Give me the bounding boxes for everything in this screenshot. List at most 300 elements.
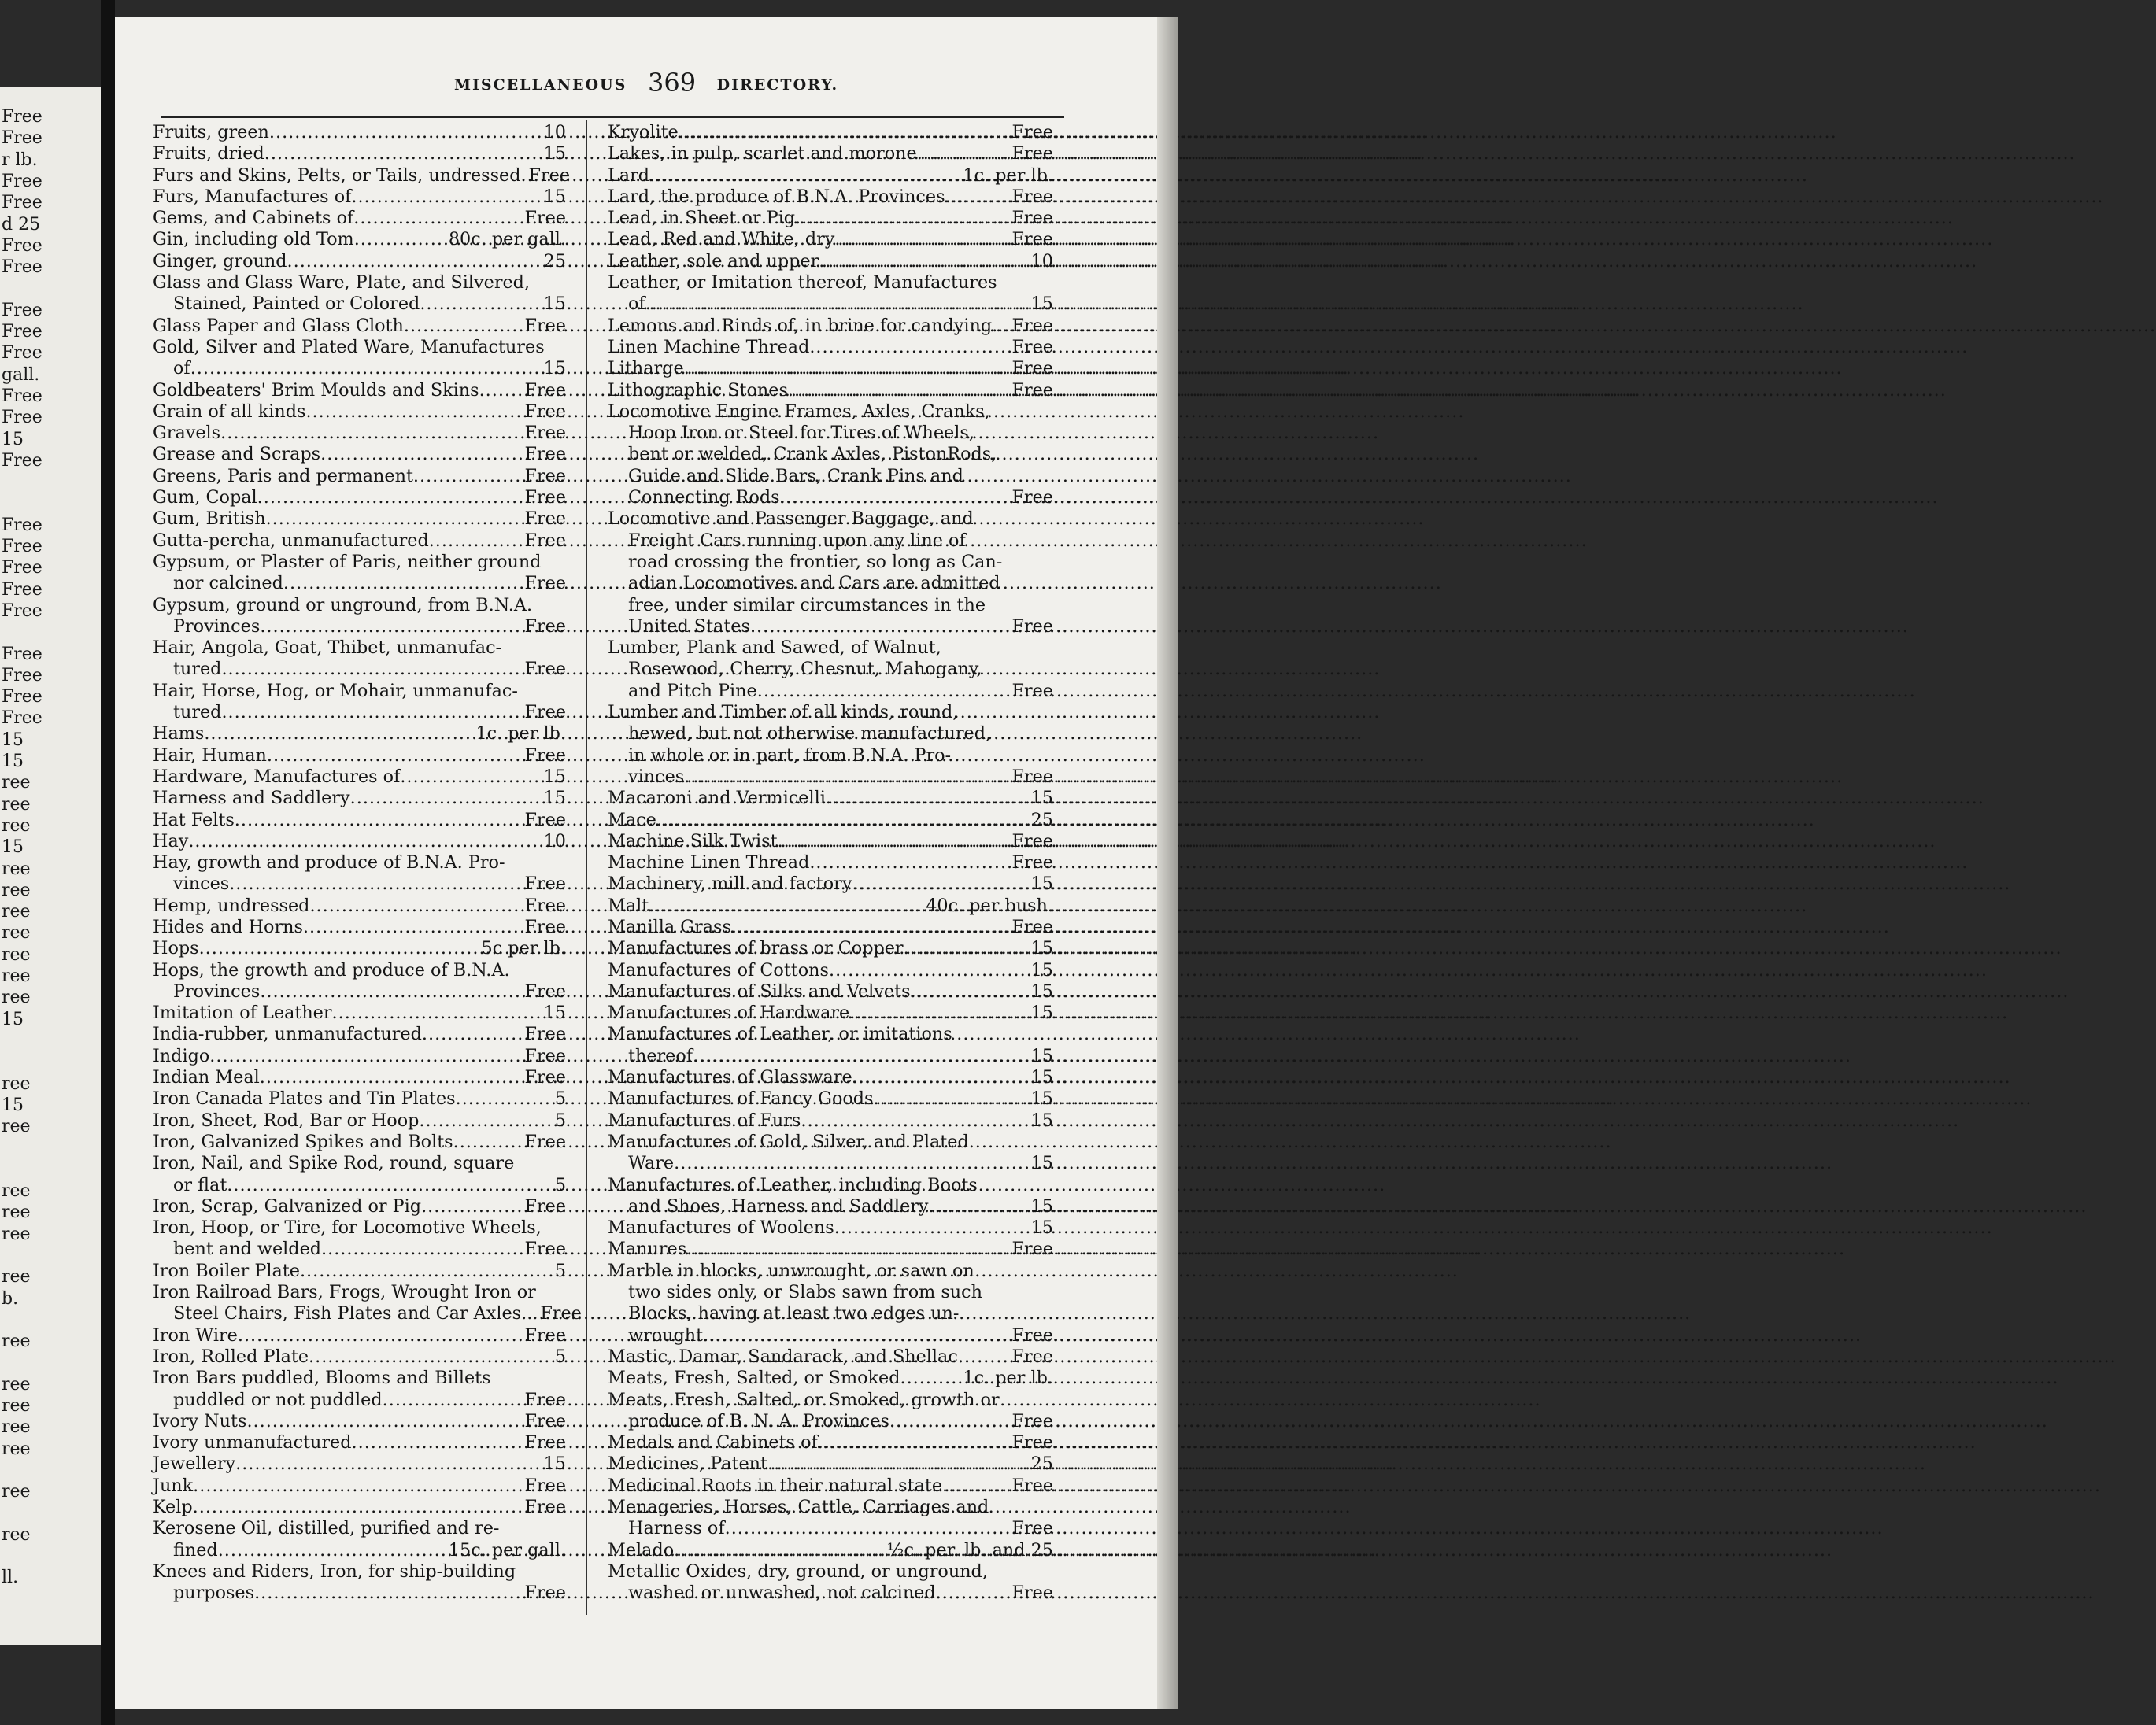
facing-page-word: Free — [2, 193, 43, 213]
entry-name-line: Melado — [608, 1539, 675, 1561]
facing-page-word: Free — [2, 665, 43, 685]
entry-name-line: Manufactures of Glassware — [608, 1067, 852, 1088]
entry-name-line: Iron, Nail, and Spike Rod, round, square — [153, 1153, 515, 1174]
duty-rate: 15 — [1030, 938, 1053, 959]
entry-name-line: Lard, the produce of B.N.A. Provinces — [608, 186, 945, 207]
entry-name-line: Iron Boiler Plate — [153, 1260, 300, 1281]
tariff-entry — [153, 1518, 566, 1561]
tariff-entry — [153, 552, 566, 595]
tariff-entry — [608, 208, 1053, 229]
entry-name-line: Kerosene Oil, distilled, purified and re- — [153, 1518, 500, 1539]
duty-rate: Free — [524, 208, 566, 229]
duty-rate: Free — [524, 895, 566, 916]
duty-rate: 10 — [543, 830, 566, 851]
leader-dots — [269, 122, 542, 143]
tariff-entry — [608, 229, 1053, 250]
entry-name-line: Manilla Grass — [608, 916, 731, 937]
entry-name-line: Connecting Rods — [628, 487, 780, 508]
entry-name-line: Grain of all kinds — [153, 401, 306, 422]
tariff-entry — [608, 1454, 1053, 1475]
facing-page-word: Free — [2, 450, 43, 471]
entry-name-line: Manufactures of Silks and Velvets — [608, 981, 911, 1002]
duty-rate: 5 — [554, 1110, 566, 1131]
tariff-entry — [608, 852, 1053, 874]
facing-page-word: Free — [2, 343, 43, 364]
entry-name-line: Provinces — [173, 615, 261, 637]
duty-rate: 1c. per lb. — [475, 723, 566, 744]
duty-rate: Free — [524, 444, 566, 465]
tariff-entry — [153, 187, 566, 208]
duty-rate: Free — [524, 1475, 566, 1496]
leader-dots — [350, 788, 542, 809]
duty-rate: 15 — [1030, 788, 1053, 809]
book-gutter — [101, 0, 115, 1725]
leader-dots — [238, 1325, 523, 1346]
entry-name-line: Metallic Oxides, dry, ground, or unground, — [608, 1561, 988, 1582]
leader-dots — [260, 1067, 523, 1088]
tariff-entry — [153, 1346, 566, 1368]
duty-rate: Free — [524, 530, 566, 551]
duty-rate: Free — [524, 465, 566, 486]
duty-rate: Free — [1011, 830, 1053, 851]
leader-dots — [809, 852, 1010, 874]
tariff-entry — [608, 938, 1053, 959]
entry-name-line: Goldbeaters' Brim Moulds and Skins — [153, 379, 479, 401]
leader-dots — [767, 1454, 1030, 1475]
entry-name-line: Gum, Copal — [153, 487, 257, 508]
facing-page-word: 15 — [2, 730, 24, 750]
tariff-entry — [153, 208, 566, 229]
leader-dots — [190, 358, 542, 379]
leader-dots — [645, 294, 1030, 315]
entry-name-line: Imitation of Leather — [153, 1003, 332, 1024]
page-header — [115, 68, 1178, 98]
leader-dots — [521, 165, 527, 187]
tariff-entry — [153, 401, 566, 423]
leader-dots — [320, 444, 523, 465]
tariff-entry — [608, 143, 1053, 164]
entry-name-line: of — [173, 358, 190, 379]
duty-rate: 1c. per lb. — [963, 1368, 1053, 1389]
tariff-entry — [153, 960, 566, 1003]
entry-name-line: Lakes, in pulp, scarlet and morone — [608, 143, 917, 164]
duty-rate: Free — [1011, 1346, 1053, 1367]
entry-name-line: Manures — [608, 1239, 687, 1260]
entry-name-line: Gravels — [153, 423, 221, 444]
leader-dots — [220, 423, 523, 444]
leader-dots — [900, 1368, 962, 1389]
duty-rate: 15 — [1030, 1110, 1053, 1131]
entry-name-line: bent and welded — [173, 1239, 322, 1260]
duty-rate: 10 — [1030, 250, 1053, 271]
duty-rate: Free — [1011, 186, 1053, 207]
facing-page-word: ree — [2, 1417, 31, 1438]
entry-name-line: Leather, or Imitation thereof, Manufactures — [608, 272, 997, 294]
entry-name-line: Rosewood, Cherry, Chesnut, Mahogany, — [628, 659, 982, 680]
tariff-entry — [153, 810, 566, 831]
leader-dots — [229, 874, 523, 895]
entry-name-line: Mace — [608, 809, 656, 830]
entry-name-line: Machine Silk Twist — [608, 830, 778, 851]
duty-rate: Free — [1011, 852, 1053, 874]
tariff-entry — [608, 187, 1053, 208]
leader-dots — [209, 1046, 523, 1067]
tariff-entry — [153, 1153, 566, 1196]
entry-name-line: Malt — [608, 895, 649, 916]
page-edge — [1157, 17, 1178, 1709]
leader-dots — [221, 659, 523, 680]
tariff-entry — [608, 1432, 1053, 1454]
entry-name-line: Harness and Saddlery — [153, 788, 350, 809]
duty-rate: Free — [524, 1497, 566, 1517]
leader-dots — [413, 466, 523, 487]
duty-rate: Free — [1011, 1518, 1053, 1539]
facing-page-word: Free — [2, 515, 43, 535]
entry-name-line: Steel Chairs, Fish Plates and Car Axles.. — [173, 1303, 533, 1324]
entry-name-line: Jewellery — [153, 1454, 236, 1475]
entry-name-line: Locomotive Engine Frames, Axles, Cranks, — [608, 401, 990, 422]
tariff-entry — [153, 1067, 566, 1088]
leader-dots — [352, 1432, 523, 1454]
entry-name-line: Medicines, Patent — [608, 1454, 767, 1475]
leader-dots — [829, 960, 1030, 981]
facing-page-word: Free — [2, 644, 43, 664]
leader-dots — [693, 1046, 1030, 1067]
entry-name-line: Manufactures of Leather, including Boots — [608, 1174, 978, 1195]
tariff-entry — [608, 1088, 1053, 1110]
duty-rate: Free — [524, 659, 566, 680]
entry-name-line: bent or welded, Crank Axles, PistonRods, — [628, 444, 997, 465]
duty-rate: 10 — [543, 122, 566, 142]
leader-dots — [958, 1346, 1011, 1368]
entry-name-line: Lead, in Sheet or Pig — [608, 208, 795, 229]
duty-rate: 15 — [1030, 1153, 1053, 1174]
entry-name-line: Hops — [153, 938, 199, 959]
leader-dots — [254, 1583, 523, 1604]
leader-dots — [421, 1196, 523, 1217]
leader-dots — [757, 681, 1011, 702]
entry-name-line: Ivory Nuts — [153, 1410, 247, 1431]
entry-name-line: of — [628, 294, 645, 315]
entry-name-line: Gypsum, ground or unground, from B.N.A. — [153, 594, 533, 615]
tariff-entry — [608, 1024, 1053, 1067]
duty-rate: Free — [524, 1432, 566, 1454]
duty-rate: 15 — [1030, 874, 1053, 895]
tariff-entry — [153, 143, 566, 164]
leader-dots — [332, 1003, 542, 1024]
leader-dots — [818, 1432, 1011, 1454]
facing-page-word: ree — [2, 944, 31, 965]
tariff-entry — [608, 702, 1053, 788]
facing-page-word: ree — [2, 859, 31, 879]
leader-dots — [911, 981, 1030, 1003]
tariff-entry — [153, 1088, 566, 1110]
entry-name-line: Fruits, green — [153, 122, 269, 142]
facing-page-word: Free — [2, 257, 43, 278]
leader-dots — [945, 187, 1011, 208]
duty-rate: Free — [1011, 122, 1053, 142]
leader-dots — [874, 1088, 1030, 1110]
tariff-entry — [608, 165, 1053, 187]
duty-rate: 15 — [543, 766, 566, 787]
entry-name-line: Menageries, Horses, Cattle, Carriages and — [608, 1497, 989, 1517]
tariff-entry — [608, 508, 1053, 637]
tariff-entry — [153, 723, 566, 744]
leader-dots — [936, 1583, 1011, 1604]
entry-name-line: Iron Bars puddled, Blooms and Billets — [153, 1368, 491, 1389]
facing-page-word: ree — [2, 880, 31, 900]
duty-rate: Free — [524, 615, 566, 637]
leader-dots — [788, 380, 1011, 401]
entry-name-line: Gin, including old Tom — [153, 229, 354, 250]
tariff-entry — [153, 1432, 566, 1454]
tariff-entry — [153, 380, 566, 401]
duty-rate: Free — [1011, 1583, 1053, 1604]
facing-page-word: Free — [2, 235, 43, 256]
facing-page-word: Free — [2, 600, 43, 621]
duty-rate: Free — [1011, 1432, 1053, 1454]
duty-rate: 5 — [554, 1260, 566, 1281]
facing-page-word: Free — [2, 128, 43, 149]
duty-rate: Free — [524, 508, 566, 530]
leader-dots — [309, 1346, 553, 1368]
duty-rate: Free — [1011, 358, 1053, 379]
duty-rate: Free — [1011, 680, 1053, 701]
facing-page-word: Free — [2, 171, 43, 191]
entry-name-line: fined — [173, 1539, 218, 1561]
facing-page-word: ree — [2, 902, 31, 922]
leader-dots — [479, 380, 523, 401]
entry-name-line: Stained, Painted or Colored — [173, 294, 420, 315]
duty-rate: 15 — [1030, 294, 1053, 315]
leader-dots — [260, 981, 523, 1003]
facing-page-word: ree — [2, 1482, 31, 1502]
duty-rate: 25 — [1030, 809, 1053, 830]
entry-name-line: Linen Machine Thread — [608, 336, 810, 357]
tariff-entry — [153, 1497, 566, 1518]
tariff-entry — [153, 681, 566, 724]
entry-name-line: Leather, sole and upper — [608, 250, 819, 271]
duty-rate: Free — [1011, 208, 1053, 229]
facing-page-word: ree — [2, 1374, 31, 1394]
tariff-entry — [153, 1561, 566, 1605]
leader-dots — [305, 401, 523, 423]
entry-name-line: Iron Canada Plates and Tin Plates — [153, 1088, 456, 1110]
leader-dots — [929, 1196, 1030, 1217]
tariff-entry — [153, 487, 566, 508]
entry-name-line: Hay, growth and produce of B.N.A. Pro- — [153, 852, 505, 874]
entry-name-line: Ware — [628, 1153, 675, 1174]
tariff-entry — [608, 1217, 1053, 1239]
entry-name-line: two sides only, or Slabs sawn from such — [628, 1282, 983, 1303]
duty-rate: 1c. per lb. — [963, 164, 1053, 186]
leader-dots — [917, 143, 1011, 164]
leader-dots — [309, 896, 523, 917]
facing-page-word: ree — [2, 1202, 31, 1223]
tariff-entry — [153, 852, 566, 896]
entry-name-line: Ivory unmanufactured — [153, 1432, 352, 1454]
entry-name-line: Iron Railroad Bars, Frogs, Wrought Iron or — [153, 1282, 536, 1303]
leader-dots — [684, 358, 1011, 379]
duty-rate: Free — [528, 164, 571, 186]
leader-dots — [235, 1454, 542, 1475]
header-left: MISCELLANEOUS — [453, 76, 627, 94]
duty-rate: Free — [524, 1195, 566, 1217]
tariff-entry — [153, 444, 566, 465]
right-column — [608, 122, 1053, 1604]
duty-rate: Free — [524, 744, 566, 766]
duty-rate: 15 — [1030, 959, 1053, 981]
duty-rate: 15 — [1030, 1195, 1053, 1217]
leader-dots — [199, 938, 480, 959]
facing-page-word: b. — [2, 1288, 19, 1309]
leader-dots — [656, 810, 1030, 831]
facing-page-word: Free — [2, 386, 43, 406]
facing-page-word: r lb. — [2, 150, 38, 170]
entry-name-line: Macaroni and Vermicelli — [608, 788, 826, 809]
facing-page-word: ree — [2, 1524, 31, 1545]
leader-dots — [188, 831, 542, 852]
duty-rate: 5c per lb. — [481, 938, 566, 959]
leader-dots — [303, 917, 523, 938]
entry-name-line: free, under similar circumstances in the — [628, 594, 986, 615]
entry-name-line: Medicinal Roots in their natural state — [608, 1475, 943, 1496]
entry-name-line: Indigo — [153, 1045, 210, 1066]
duty-rate: 80c. per gall. — [448, 229, 566, 250]
tariff-entry — [608, 788, 1053, 809]
tariff-entry — [153, 1368, 566, 1411]
header-right: DIRECTORY. — [716, 76, 839, 94]
page-number: 369 — [647, 68, 697, 98]
leader-dots — [287, 251, 542, 272]
leader-dots — [422, 1024, 523, 1045]
duty-rate: Free — [524, 1324, 566, 1346]
facing-page-word: Free — [2, 558, 43, 578]
entry-name-line: and Shoes, Harness and Saddlery — [628, 1195, 929, 1217]
entry-name-line: nor calcined — [173, 573, 283, 594]
leader-dots — [246, 1411, 523, 1432]
duty-rate: 40c. per bush. — [926, 895, 1053, 916]
entry-name-line: Hair, Human — [153, 744, 267, 766]
entry-name-line: Kelp — [153, 1497, 193, 1517]
entry-name-line: Blocks, having at least two edges un- — [628, 1303, 960, 1324]
leader-dots — [400, 766, 542, 788]
facing-page-word: 15 — [2, 429, 24, 449]
tariff-entry — [153, 896, 566, 917]
duty-rate: Free — [524, 702, 566, 723]
entry-name-line: adian Locomotives and Cars are admitted — [628, 573, 1000, 594]
entry-name-line: vinces — [628, 766, 685, 787]
entry-name-line: puddled or not puddled — [173, 1389, 383, 1410]
left-column — [153, 122, 582, 1604]
leader-dots — [193, 1476, 523, 1497]
entry-name-line: tured — [173, 659, 222, 680]
leader-dots — [852, 1067, 1030, 1088]
tariff-entry — [608, 1003, 1053, 1024]
facing-page-word: Free — [2, 708, 43, 729]
entry-name-line: Manufactures of Furs — [608, 1110, 801, 1131]
leader-dots — [383, 1390, 523, 1411]
facing-page-word: 15 — [2, 1095, 24, 1115]
tariff-entry — [608, 337, 1053, 358]
leader-dots — [353, 208, 523, 229]
leader-dots — [703, 1325, 1010, 1346]
tariff-entry — [608, 831, 1053, 852]
facing-page-word: ree — [2, 1181, 31, 1201]
leader-dots — [264, 143, 542, 164]
leader-dots — [904, 938, 1030, 959]
duty-rate: 25 — [1030, 1454, 1053, 1475]
leader-dots — [889, 1411, 1011, 1432]
leader-dots — [674, 1540, 886, 1561]
entry-name-line: Iron Wire — [153, 1324, 238, 1346]
entry-name-line: Iron, Sheet, Rod, Bar or Hoop — [153, 1110, 420, 1131]
duty-rate: 15 — [1030, 1045, 1053, 1066]
leader-dots — [819, 251, 1029, 272]
tariff-entry — [153, 122, 566, 143]
entry-name-line: Manufactures of Hardware — [608, 1003, 850, 1024]
tariff-entry — [153, 1217, 566, 1261]
entry-name-line: Indian Meal — [153, 1067, 260, 1088]
entry-name-line: tured — [173, 702, 222, 723]
entry-name-line: in whole or in part, from B.N.A. Pro- — [628, 744, 952, 766]
tariff-entry — [153, 466, 566, 487]
tariff-entry — [608, 917, 1053, 938]
facing-page-word: ree — [2, 1332, 31, 1352]
duty-rate: Free — [1011, 336, 1053, 357]
tariff-entry — [153, 229, 566, 250]
entry-name-line: Hemp, undressed — [153, 895, 310, 916]
tariff-entry — [153, 316, 566, 337]
entry-name-line: Locomotive and Passenger Baggage, and — [608, 508, 974, 530]
entry-name-line: Mastic, Damar, Sandarack, and Shellac — [608, 1346, 958, 1367]
duty-rate: Free — [524, 379, 566, 401]
leader-dots — [260, 616, 523, 637]
duty-rate: Free — [524, 1067, 566, 1088]
facing-page-word: Free — [2, 408, 43, 428]
entry-name-line: Grease and Scraps — [153, 444, 321, 465]
duty-rate: 25 — [543, 250, 566, 271]
tariff-entry — [608, 1476, 1053, 1497]
duty-rate: Free — [524, 1410, 566, 1431]
leader-dots — [456, 1088, 553, 1110]
facing-page-word: 15 — [2, 1009, 24, 1029]
entry-name-line: Glass and Glass Ware, Plate, and Silvered, — [153, 272, 531, 294]
entry-name-line: and Pitch Pine — [628, 680, 757, 701]
leader-dots — [849, 1003, 1029, 1024]
facing-page-word: ree — [2, 923, 31, 944]
duty-rate: Free — [524, 315, 566, 336]
leader-dots — [204, 723, 474, 744]
facing-page-word: Free — [2, 322, 43, 342]
leader-dots — [679, 122, 1011, 143]
leader-dots — [351, 187, 542, 208]
duty-rate: 15 — [543, 294, 566, 315]
duty-rate: Free — [1011, 916, 1053, 937]
leader-dots — [852, 874, 1029, 895]
facing-page-word: ree — [2, 773, 31, 793]
leader-dots — [266, 508, 523, 530]
entry-name-line: thereof — [628, 1045, 693, 1066]
tariff-entry — [153, 1046, 566, 1067]
tariff-entry — [608, 1110, 1053, 1132]
tariff-entry — [608, 380, 1053, 401]
entry-name-line: Hides and Horns — [153, 916, 303, 937]
entry-name-line: Machinery, mill and factory — [608, 874, 852, 895]
facing-page-word: ree — [2, 1117, 31, 1137]
entry-name-line: Gypsum, or Plaster of Paris, neither ground — [153, 551, 542, 572]
leader-dots — [997, 316, 1010, 337]
